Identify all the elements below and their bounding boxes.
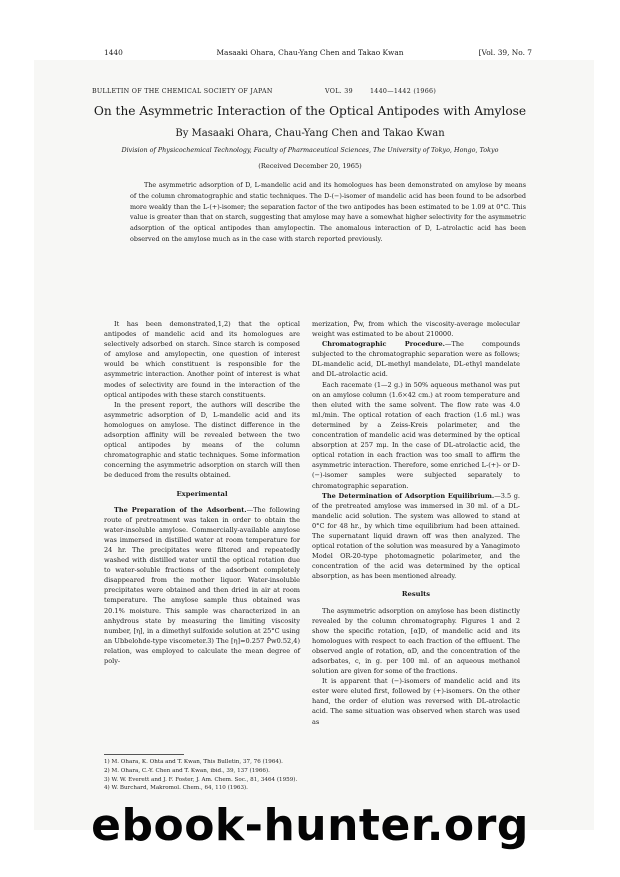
footnote: 1) M. Ohara, K. Ohta and T. Kwan, This Bulletin, 37, 76 (1964).	[104, 759, 283, 765]
footnote: 3) W. W. Everett and J. F. Foster, J. Am. Chem. Soc., 81, 3464 (1959).	[104, 776, 298, 783]
right-column	[312, 319, 520, 727]
footnote-rule	[104, 754, 184, 755]
section-heading-results: Results	[401, 590, 431, 599]
journal-pages: 1440—1442 (1966)	[370, 88, 437, 95]
left-column	[104, 319, 300, 666]
running-head-volume: [Vol. 39, No. 7	[478, 48, 532, 57]
chromatographic-paragraph	[312, 339, 520, 379]
footnote: 2) M. Ohara, C.-Y. Chen and T. Kwan, ibid., 39, 137 (1966).	[104, 767, 270, 774]
journal-volume: VOL. 39	[325, 88, 353, 95]
watermark: ebook-hunter.org	[91, 800, 529, 851]
footnotes	[104, 754, 304, 793]
received-date: (Received December 20, 1965)	[258, 162, 362, 170]
preparation-paragraph	[104, 505, 300, 667]
paper-title: On the Asymmetric Interaction of the Optical Antipodes with Amylose	[93, 104, 527, 118]
results-paragraph: The asymmetric adsorption on amylose has been distinctly revealed by the column chromatography. Figures 1 and 2 show the specific rotation, [α]D, of mandelic acid and its homologues with respect to each fraction of the effluent. The observed angle of rotation, αD, and the concentration of the adsorbates, c, in g. per 100 ml. of an aqueous methanol solution are given for some of the fractions.	[312, 606, 520, 676]
paragraph-lead: The Preparation of the Adsorbent.	[114, 505, 247, 514]
paragraph-lead: The Determination of Adsorption Equilibrium.	[322, 491, 495, 500]
intro-paragraph: In the present report, the authors will describe the asymmetric adsorption of D, L-mandelic acid and its homologues on amylose. The distinct difference in the adsorption affinity will be revealed between the two optical antipodes by means of the column chromatographic and static techniques. Some information concerning the asymmetric adsorption on starch will then be deduced from the results obtained.	[104, 400, 300, 480]
equilibrium-paragraph	[312, 491, 520, 582]
results-paragraph: It is apparent that (−)-isomers of mandelic acid and its ester were eluted first, followed by (+)-isomers. On the other hand, the order of elution was reversed with DL-atrolactic acid. The same situation was observed when starch was used as	[312, 677, 520, 726]
affiliation: Division of Physicochemical Technology, Faculty of Pharmaceutical Sciences, The University of Tokyo, Hongo, Tokyo	[121, 146, 499, 154]
running-head-authors: Masaaki Ohara, Chau-Yang Chen and Takao Kwan	[216, 48, 404, 57]
footnote: 4) W. Burchard, Makromol. Chem., 64, 110 (1963).	[104, 785, 248, 792]
page-number: 1440	[104, 48, 123, 57]
paper-authors: By Masaaki Ohara, Chau-Yang Chen and Takao Kwan	[175, 128, 445, 139]
chromatographic-paragraph-2: Each racemate (1—2 g.) in 50% aqueous methanol was put on an amylose column (1.6×42 cm.) at room temperature and then eluted with the same solvent. The flow rate was 4.0 ml./min. The optical rotation of each fraction (1.6 ml.) was determined by a Zeiss-Kreis polarimeter, and the concentration of mandelic acid was determined by the optical absorption at 257 mμ. In the case of DL-atrolactic acid, the optical rotation in each fraction was too small to affirm the asymmetric interaction. Therefore, some enriched L-(+)- or D-(−)-isomer samples were subjected separately to chromatographic separation.	[312, 380, 520, 490]
journal-name: BULLETIN OF THE CHEMICAL SOCIETY OF JAPAN	[92, 88, 273, 95]
continued-paragraph: merization, P̄w, from which the viscosity-average molecular weight was estimated to be about 210000.	[312, 320, 520, 339]
paragraph-text: —The compounds subjected to the chromatographic separation were as follows; DL-mandelic acid, DL-methyl mandelate, DL-ethyl mandelate and DL-atrolactic acid.	[312, 340, 520, 379]
paragraph-text: —The following route of pretreatment was taken in order to obtain the water-insoluble amylose. Commercially-available amylose was immersed in distilled water at room temperature for 24 hr. The precipitates were filtered and repeatedly washed with distilled water until the optical rotation due to water-soluble fractions of the adsorbent completely disappeared from the mother liquor. Water-insoluble precipitates were obtained and then dried in air at room temperature. The amylose sample thus obtained was 20.1% moisture. This sample was characterized in an anhydrous state by measuring the limiting viscosity number, [η], in a dimethyl sulfoxide solution at 25°C using an Ubbelohde-type viscometer.3) The [η]=0.257 P̄w0.52,4) relation, was employed to calculate the mean degree of poly-	[104, 505, 301, 665]
section-heading-experimental: Experimental	[176, 489, 228, 498]
abstract: The asymmetric adsorption of D, L-mandelic acid and its homologues has been demonstrated on amylose by means of the column chromatographic and static techniques. The D-(−)-isomer of mandelic acid has been found to be adsorbed more weakly than the L-(+)-isomer; the separation factor of the two antipodes has been estimated to be 1.09 at 0°C. This value is greater than that on starch, suggesting that amylose may have a somewhat higher selectivity for the asymmetric adsorption of the optical antipodes than amylopectin. The anomalous interaction of D, L-atrolactic acid has been observed on the amylose much as in the case with starch reported previously.	[130, 181, 526, 243]
paragraph-lead: Chromatographic Procedure.	[322, 340, 445, 349]
paragraph-text: —3.5 g. of the pretreated amylose was immersed in 30 ml. of a DL-mandelic acid solution. The system was allowed to stand at 0°C for 48 hr., by which time equilibrium had been attained. The supernatant liquid drawn off was then analyzed. The optical rotation of the solution was measured by a Yanagimoto Model OR-20-type photomagnetic polarimeter, and the concentration of the acid was determined by the optical absorption, as has been mentioned already.	[312, 491, 520, 581]
intro-paragraph: It has been demonstrated,1,2) that the optical antipodes of mandelic acid and its homologues are selectively adsorbed on starch. Since starch is composed of amylose and amylopectin, one question of interest would be which constituent is responsible for the asymmetric interaction. Another point of interest is what modes of selectivity are found in the interaction of the optical antipodes with these starch constituents.	[104, 320, 300, 399]
